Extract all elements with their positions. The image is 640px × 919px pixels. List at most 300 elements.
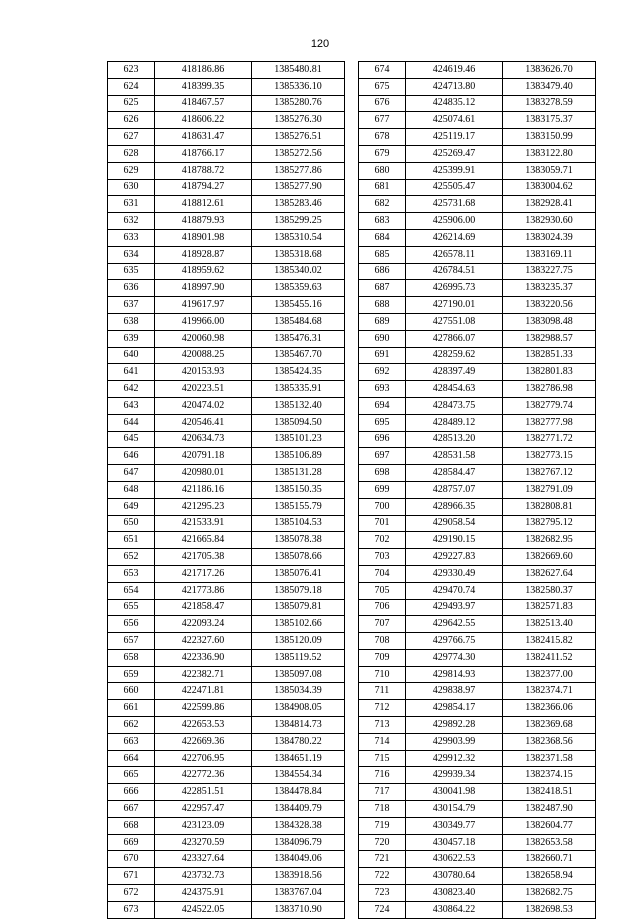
- y-coordinate-cell: 1384554.34: [252, 767, 345, 784]
- x-coordinate-cell: 428757.07: [406, 481, 503, 498]
- table-row: [108, 465, 345, 482]
- y-coordinate-cell: 1382930.60: [503, 213, 596, 230]
- x-coordinate-cell: 429190.15: [406, 532, 503, 549]
- table-row: [359, 414, 596, 431]
- point-number-cell: 651: [108, 532, 155, 549]
- y-coordinate-cell: 1382366.06: [503, 700, 596, 717]
- x-coordinate-cell: 428531.58: [406, 448, 503, 465]
- point-number-cell: 721: [359, 851, 406, 868]
- x-coordinate-cell: 418794.27: [155, 179, 252, 196]
- x-coordinate-cell: 424835.12: [406, 95, 503, 112]
- y-coordinate-cell: 1382779.74: [503, 397, 596, 414]
- y-coordinate-cell: 1385076.41: [252, 565, 345, 582]
- y-coordinate-cell: 1384908.05: [252, 700, 345, 717]
- point-number-cell: 694: [359, 397, 406, 414]
- x-coordinate-cell: 420980.01: [155, 465, 252, 482]
- point-number-cell: 639: [108, 330, 155, 347]
- table-row: [108, 448, 345, 465]
- point-number-cell: 692: [359, 364, 406, 381]
- table-row: [359, 78, 596, 95]
- table-row: [108, 649, 345, 666]
- x-coordinate-cell: 429058.54: [406, 515, 503, 532]
- x-coordinate-cell: 428513.20: [406, 431, 503, 448]
- coordinate-table-right: [358, 61, 596, 919]
- table-row: [108, 498, 345, 515]
- y-coordinate-cell: 1385155.79: [252, 498, 345, 515]
- table-row: [359, 683, 596, 700]
- x-coordinate-cell: 426784.51: [406, 263, 503, 280]
- point-number-cell: 679: [359, 145, 406, 162]
- x-coordinate-cell: 422653.53: [155, 717, 252, 734]
- table-row: [359, 582, 596, 599]
- y-coordinate-cell: 1385277.86: [252, 162, 345, 179]
- table-row: [108, 297, 345, 314]
- table-row: [359, 297, 596, 314]
- table-row: [359, 700, 596, 717]
- point-number-cell: 724: [359, 901, 406, 918]
- point-number-cell: 625: [108, 95, 155, 112]
- x-coordinate-cell: 429642.55: [406, 616, 503, 633]
- x-coordinate-cell: 425505.47: [406, 179, 503, 196]
- table-row: [108, 868, 345, 885]
- x-coordinate-cell: 421665.84: [155, 532, 252, 549]
- point-number-cell: 667: [108, 801, 155, 818]
- x-coordinate-cell: 430823.40: [406, 885, 503, 902]
- y-coordinate-cell: 1382487.90: [503, 801, 596, 818]
- point-number-cell: 687: [359, 280, 406, 297]
- y-coordinate-cell: 1385106.89: [252, 448, 345, 465]
- x-coordinate-cell: 429854.17: [406, 700, 503, 717]
- point-number-cell: 645: [108, 431, 155, 448]
- x-coordinate-cell: 430622.53: [406, 851, 503, 868]
- x-coordinate-cell: 420153.93: [155, 364, 252, 381]
- x-coordinate-cell: 428454.63: [406, 381, 503, 398]
- table-row: [108, 885, 345, 902]
- table-row: [359, 448, 596, 465]
- table-row: [359, 532, 596, 549]
- x-coordinate-cell: 422327.60: [155, 633, 252, 650]
- point-number-cell: 708: [359, 633, 406, 650]
- y-coordinate-cell: 1383278.59: [503, 95, 596, 112]
- table-row: [359, 784, 596, 801]
- y-coordinate-cell: 1385283.46: [252, 196, 345, 213]
- point-number-cell: 654: [108, 582, 155, 599]
- y-coordinate-cell: 1383767.04: [252, 885, 345, 902]
- x-coordinate-cell: 425119.17: [406, 129, 503, 146]
- point-number-cell: 657: [108, 633, 155, 650]
- x-coordinate-cell: 418901.98: [155, 229, 252, 246]
- table-row: [108, 280, 345, 297]
- x-coordinate-cell: 428259.62: [406, 347, 503, 364]
- table-row: [359, 229, 596, 246]
- y-coordinate-cell: 1385079.18: [252, 582, 345, 599]
- table-row: [359, 633, 596, 650]
- table-row: [108, 62, 345, 79]
- point-number-cell: 680: [359, 162, 406, 179]
- table-row: [108, 78, 345, 95]
- y-coordinate-cell: 1383235.37: [503, 280, 596, 297]
- x-coordinate-cell: 422772.36: [155, 767, 252, 784]
- table-row: [359, 62, 596, 79]
- point-number-cell: 682: [359, 196, 406, 213]
- table-row: [359, 549, 596, 566]
- table-row: [108, 95, 345, 112]
- y-coordinate-cell: 1385340.02: [252, 263, 345, 280]
- point-number-cell: 691: [359, 347, 406, 364]
- point-number-cell: 711: [359, 683, 406, 700]
- point-number-cell: 636: [108, 280, 155, 297]
- y-coordinate-cell: 1382627.64: [503, 565, 596, 582]
- x-coordinate-cell: 430864.22: [406, 901, 503, 918]
- table-row: [108, 666, 345, 683]
- table-row: [359, 465, 596, 482]
- y-coordinate-cell: 1384780.22: [252, 733, 345, 750]
- x-coordinate-cell: 418812.61: [155, 196, 252, 213]
- y-coordinate-cell: 1383024.39: [503, 229, 596, 246]
- point-number-cell: 647: [108, 465, 155, 482]
- table-row: [359, 801, 596, 818]
- table-row: [108, 515, 345, 532]
- y-coordinate-cell: 1382851.33: [503, 347, 596, 364]
- table-row: [359, 95, 596, 112]
- y-coordinate-cell: 1382682.95: [503, 532, 596, 549]
- y-coordinate-cell: 1385455.16: [252, 297, 345, 314]
- y-coordinate-cell: 1385299.25: [252, 213, 345, 230]
- y-coordinate-cell: 1385119.52: [252, 649, 345, 666]
- y-coordinate-cell: 1385132.40: [252, 397, 345, 414]
- y-coordinate-cell: 1382374.15: [503, 767, 596, 784]
- x-coordinate-cell: 419966.00: [155, 313, 252, 330]
- x-coordinate-cell: 425074.61: [406, 112, 503, 129]
- point-number-cell: 706: [359, 599, 406, 616]
- y-coordinate-cell: 1383122.80: [503, 145, 596, 162]
- y-coordinate-cell: 1382580.37: [503, 582, 596, 599]
- x-coordinate-cell: 424619.46: [406, 62, 503, 79]
- point-number-cell: 629: [108, 162, 155, 179]
- table-row: [108, 112, 345, 129]
- y-coordinate-cell: 1382928.41: [503, 196, 596, 213]
- x-coordinate-cell: 418606.22: [155, 112, 252, 129]
- x-coordinate-cell: 420634.73: [155, 431, 252, 448]
- table-row: [359, 196, 596, 213]
- y-coordinate-cell: 1385276.51: [252, 129, 345, 146]
- table-row: [359, 649, 596, 666]
- point-number-cell: 689: [359, 313, 406, 330]
- table-row: [359, 145, 596, 162]
- table-row: [108, 313, 345, 330]
- point-number-cell: 638: [108, 313, 155, 330]
- table-row: [108, 717, 345, 734]
- y-coordinate-cell: 1382669.60: [503, 549, 596, 566]
- point-number-cell: 623: [108, 62, 155, 79]
- y-coordinate-cell: 1385277.90: [252, 179, 345, 196]
- table-row: [359, 565, 596, 582]
- table-row: [108, 263, 345, 280]
- y-coordinate-cell: 1382371.58: [503, 750, 596, 767]
- table-row: [359, 431, 596, 448]
- x-coordinate-cell: 418959.62: [155, 263, 252, 280]
- table-row: [359, 498, 596, 515]
- x-coordinate-cell: 427866.07: [406, 330, 503, 347]
- y-coordinate-cell: 1383175.37: [503, 112, 596, 129]
- table-row: [108, 700, 345, 717]
- y-coordinate-cell: 1384049.06: [252, 851, 345, 868]
- y-coordinate-cell: 1383227.75: [503, 263, 596, 280]
- x-coordinate-cell: 419617.97: [155, 297, 252, 314]
- y-coordinate-cell: 1384409.79: [252, 801, 345, 818]
- table-row: [108, 330, 345, 347]
- x-coordinate-cell: 429470.74: [406, 582, 503, 599]
- point-number-cell: 712: [359, 700, 406, 717]
- point-number-cell: 658: [108, 649, 155, 666]
- x-coordinate-cell: 421858.47: [155, 599, 252, 616]
- x-coordinate-cell: 422336.90: [155, 649, 252, 666]
- y-coordinate-cell: 1382377.00: [503, 666, 596, 683]
- x-coordinate-cell: 430349.77: [406, 817, 503, 834]
- x-coordinate-cell: 430154.79: [406, 801, 503, 818]
- y-coordinate-cell: 1385480.81: [252, 62, 345, 79]
- point-number-cell: 688: [359, 297, 406, 314]
- y-coordinate-cell: 1382571.83: [503, 599, 596, 616]
- point-number-cell: 669: [108, 834, 155, 851]
- x-coordinate-cell: 424713.80: [406, 78, 503, 95]
- table-row: [108, 851, 345, 868]
- x-coordinate-cell: 422471.81: [155, 683, 252, 700]
- x-coordinate-cell: 426995.73: [406, 280, 503, 297]
- x-coordinate-cell: 426214.69: [406, 229, 503, 246]
- x-coordinate-cell: 429814.93: [406, 666, 503, 683]
- y-coordinate-cell: 1385484.68: [252, 313, 345, 330]
- point-number-cell: 628: [108, 145, 155, 162]
- point-number-cell: 717: [359, 784, 406, 801]
- y-coordinate-cell: 1384328.38: [252, 817, 345, 834]
- x-coordinate-cell: 428584.47: [406, 465, 503, 482]
- point-number-cell: 693: [359, 381, 406, 398]
- point-number-cell: 677: [359, 112, 406, 129]
- table-row: [108, 901, 345, 918]
- y-coordinate-cell: 1385424.35: [252, 364, 345, 381]
- point-number-cell: 665: [108, 767, 155, 784]
- y-coordinate-cell: 1382513.40: [503, 616, 596, 633]
- point-number-cell: 716: [359, 767, 406, 784]
- x-coordinate-cell: 429774.30: [406, 649, 503, 666]
- table-row: [108, 213, 345, 230]
- x-coordinate-cell: 423123.09: [155, 817, 252, 834]
- point-number-cell: 664: [108, 750, 155, 767]
- point-number-cell: 649: [108, 498, 155, 515]
- point-number-cell: 714: [359, 733, 406, 750]
- point-number-cell: 631: [108, 196, 155, 213]
- point-number-cell: 704: [359, 565, 406, 582]
- x-coordinate-cell: 429227.83: [406, 549, 503, 566]
- point-number-cell: 662: [108, 717, 155, 734]
- table-row: [359, 179, 596, 196]
- y-coordinate-cell: 1385335.91: [252, 381, 345, 398]
- table-row: [359, 885, 596, 902]
- point-number-cell: 671: [108, 868, 155, 885]
- point-number-cell: 718: [359, 801, 406, 818]
- table-row: [108, 633, 345, 650]
- table-row: [359, 868, 596, 885]
- x-coordinate-cell: 422382.71: [155, 666, 252, 683]
- y-coordinate-cell: 1385120.09: [252, 633, 345, 650]
- x-coordinate-cell: 422851.51: [155, 784, 252, 801]
- point-number-cell: 690: [359, 330, 406, 347]
- table-row: [359, 767, 596, 784]
- point-number-cell: 723: [359, 885, 406, 902]
- y-coordinate-cell: 1385078.38: [252, 532, 345, 549]
- page-number: 120: [310, 38, 330, 50]
- point-number-cell: 637: [108, 297, 155, 314]
- table-row: [359, 381, 596, 398]
- table-row: [108, 599, 345, 616]
- x-coordinate-cell: 421295.23: [155, 498, 252, 515]
- point-number-cell: 650: [108, 515, 155, 532]
- x-coordinate-cell: 429912.32: [406, 750, 503, 767]
- point-number-cell: 701: [359, 515, 406, 532]
- x-coordinate-cell: 428489.12: [406, 414, 503, 431]
- table-row: [108, 246, 345, 263]
- x-coordinate-cell: 429903.99: [406, 733, 503, 750]
- y-coordinate-cell: 1382698.53: [503, 901, 596, 918]
- x-coordinate-cell: 428473.75: [406, 397, 503, 414]
- x-coordinate-cell: 422957.47: [155, 801, 252, 818]
- x-coordinate-cell: 418631.47: [155, 129, 252, 146]
- y-coordinate-cell: 1385276.30: [252, 112, 345, 129]
- y-coordinate-cell: 1383004.62: [503, 179, 596, 196]
- point-number-cell: 627: [108, 129, 155, 146]
- coordinate-table-left: [107, 61, 345, 919]
- point-number-cell: 646: [108, 448, 155, 465]
- y-coordinate-cell: 1383918.56: [252, 868, 345, 885]
- x-coordinate-cell: 425399.91: [406, 162, 503, 179]
- point-number-cell: 643: [108, 397, 155, 414]
- point-number-cell: 686: [359, 263, 406, 280]
- y-coordinate-cell: 1385318.68: [252, 246, 345, 263]
- table-row: [108, 817, 345, 834]
- point-number-cell: 633: [108, 229, 155, 246]
- point-number-cell: 670: [108, 851, 155, 868]
- x-coordinate-cell: 424522.05: [155, 901, 252, 918]
- table-row: [359, 162, 596, 179]
- table-row: [108, 397, 345, 414]
- y-coordinate-cell: 1384651.19: [252, 750, 345, 767]
- x-coordinate-cell: 426578.11: [406, 246, 503, 263]
- y-coordinate-cell: 1382369.68: [503, 717, 596, 734]
- x-coordinate-cell: 429493.97: [406, 599, 503, 616]
- point-number-cell: 660: [108, 683, 155, 700]
- y-coordinate-cell: 1382808.81: [503, 498, 596, 515]
- point-number-cell: 720: [359, 834, 406, 851]
- point-number-cell: 648: [108, 481, 155, 498]
- y-coordinate-cell: 1385104.53: [252, 515, 345, 532]
- table-row: [359, 901, 596, 918]
- x-coordinate-cell: 420223.51: [155, 381, 252, 398]
- x-coordinate-cell: 418788.72: [155, 162, 252, 179]
- point-number-cell: 710: [359, 666, 406, 683]
- x-coordinate-cell: 421533.91: [155, 515, 252, 532]
- point-number-cell: 635: [108, 263, 155, 280]
- table-row: [108, 364, 345, 381]
- point-number-cell: 703: [359, 549, 406, 566]
- table-row: [108, 481, 345, 498]
- point-number-cell: 634: [108, 246, 155, 263]
- x-coordinate-cell: 421717.26: [155, 565, 252, 582]
- table-row: [359, 330, 596, 347]
- y-coordinate-cell: 1382682.75: [503, 885, 596, 902]
- table-row: [359, 851, 596, 868]
- point-number-cell: 685: [359, 246, 406, 263]
- y-coordinate-cell: 1383479.40: [503, 78, 596, 95]
- x-coordinate-cell: 427551.08: [406, 313, 503, 330]
- y-coordinate-cell: 1382801.83: [503, 364, 596, 381]
- x-coordinate-cell: 418467.57: [155, 95, 252, 112]
- point-number-cell: 653: [108, 565, 155, 582]
- y-coordinate-cell: 1382653.58: [503, 834, 596, 851]
- point-number-cell: 698: [359, 465, 406, 482]
- x-coordinate-cell: 422706.95: [155, 750, 252, 767]
- x-coordinate-cell: 421705.38: [155, 549, 252, 566]
- x-coordinate-cell: 423270.59: [155, 834, 252, 851]
- y-coordinate-cell: 1382660.71: [503, 851, 596, 868]
- table-row: [359, 347, 596, 364]
- x-coordinate-cell: 425906.00: [406, 213, 503, 230]
- x-coordinate-cell: 418186.86: [155, 62, 252, 79]
- point-number-cell: 705: [359, 582, 406, 599]
- table-row: [359, 616, 596, 633]
- table-row: [359, 112, 596, 129]
- table-row: [359, 481, 596, 498]
- table-row: [108, 347, 345, 364]
- point-number-cell: 661: [108, 700, 155, 717]
- table-row: [108, 801, 345, 818]
- y-coordinate-cell: 1382415.82: [503, 633, 596, 650]
- table-row: [359, 280, 596, 297]
- y-coordinate-cell: 1385467.70: [252, 347, 345, 364]
- y-coordinate-cell: 1385097.08: [252, 666, 345, 683]
- point-number-cell: 641: [108, 364, 155, 381]
- y-coordinate-cell: 1382771.72: [503, 431, 596, 448]
- y-coordinate-cell: 1383150.99: [503, 129, 596, 146]
- x-coordinate-cell: 420088.25: [155, 347, 252, 364]
- x-coordinate-cell: 427190.01: [406, 297, 503, 314]
- y-coordinate-cell: 1385078.66: [252, 549, 345, 566]
- x-coordinate-cell: 420474.02: [155, 397, 252, 414]
- y-coordinate-cell: 1382767.12: [503, 465, 596, 482]
- x-coordinate-cell: 420060.98: [155, 330, 252, 347]
- table-row: [108, 784, 345, 801]
- y-coordinate-cell: 1385034.39: [252, 683, 345, 700]
- y-coordinate-cell: 1382777.98: [503, 414, 596, 431]
- x-coordinate-cell: 420791.18: [155, 448, 252, 465]
- table-row: [108, 683, 345, 700]
- table-row: [108, 162, 345, 179]
- y-coordinate-cell: 1382791.09: [503, 481, 596, 498]
- x-coordinate-cell: 418928.87: [155, 246, 252, 263]
- point-number-cell: 695: [359, 414, 406, 431]
- y-coordinate-cell: 1383710.90: [252, 901, 345, 918]
- table-row: [108, 616, 345, 633]
- table-row: [108, 179, 345, 196]
- y-coordinate-cell: 1382418.51: [503, 784, 596, 801]
- point-number-cell: 668: [108, 817, 155, 834]
- table-row: [359, 515, 596, 532]
- table-row: [108, 834, 345, 851]
- y-coordinate-cell: 1385150.35: [252, 481, 345, 498]
- x-coordinate-cell: 430457.18: [406, 834, 503, 851]
- point-number-cell: 644: [108, 414, 155, 431]
- y-coordinate-cell: 1385359.63: [252, 280, 345, 297]
